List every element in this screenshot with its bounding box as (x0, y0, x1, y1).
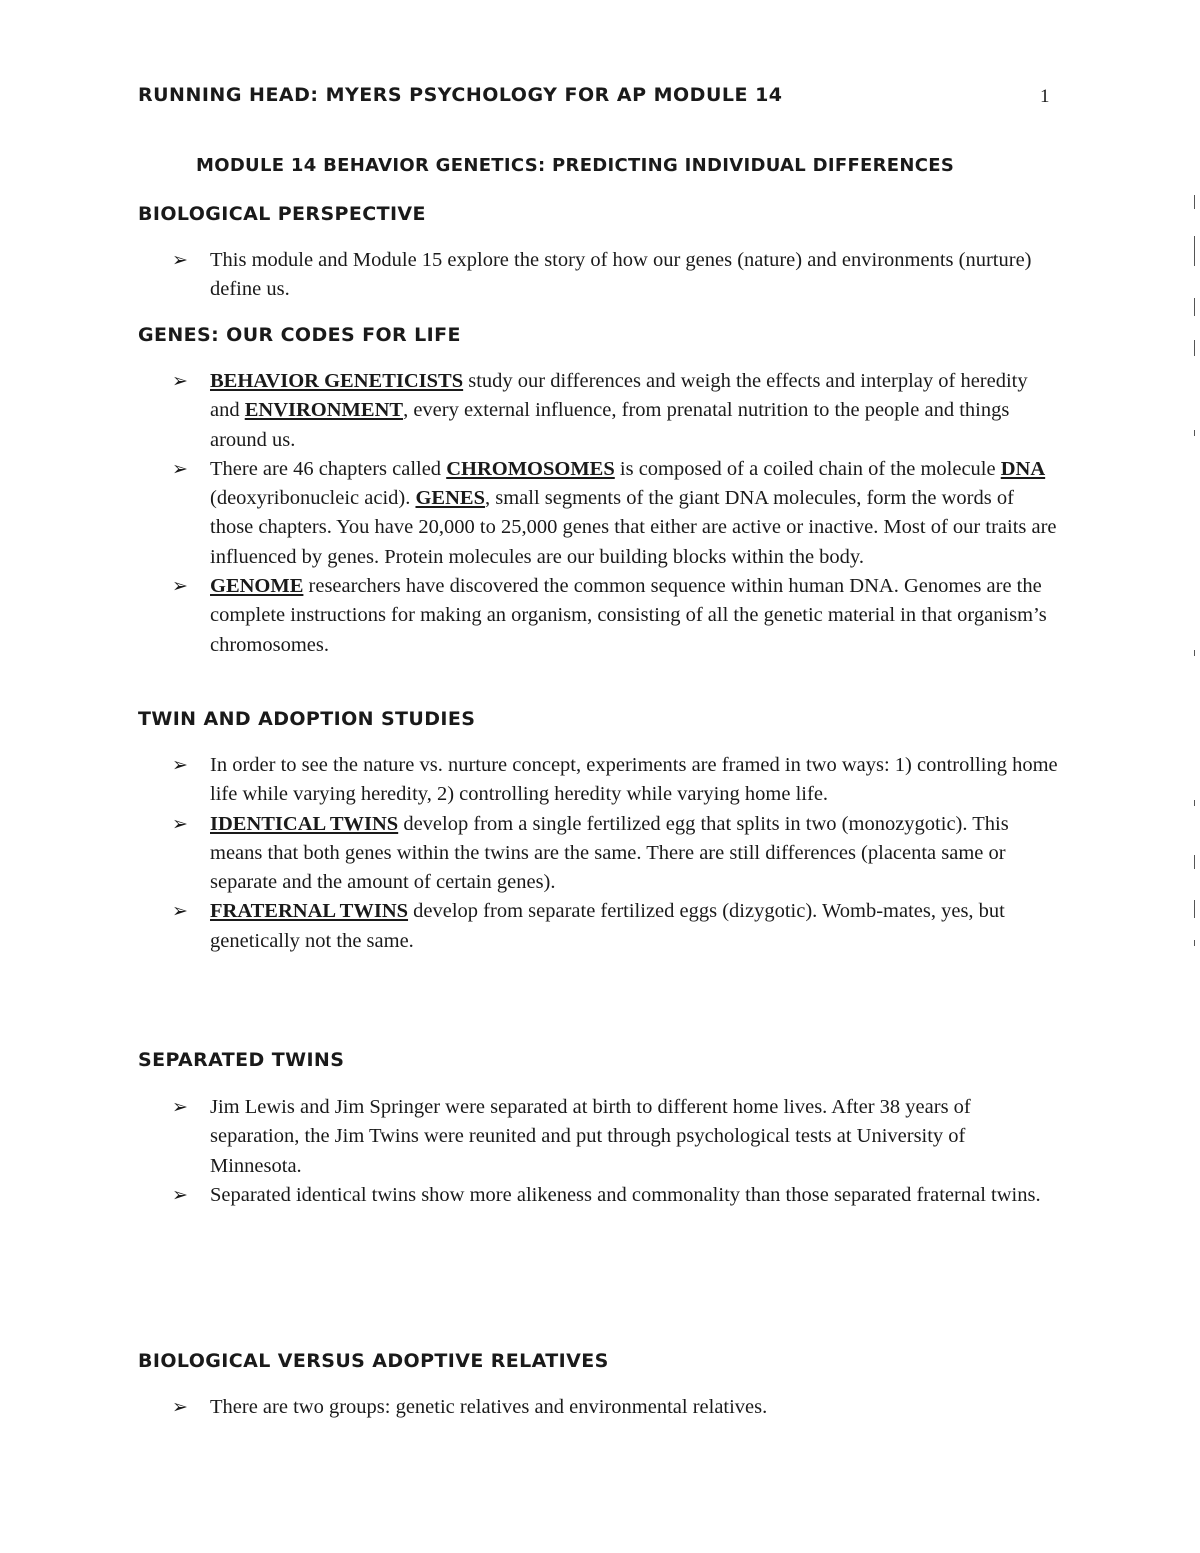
item-text: , small segments of the giant DNA molecules, form the words of those chapters. You have 20,000 to 25,000 genes that either are active or inactive. Most of our traits are influenced by genes. Protein molecules are our building blocks within the body. (210, 487, 1057, 568)
item-text: develop from separate fertilized eggs (dizygotic). Womb-mates, yes, but genetically not the same. (210, 900, 1005, 952)
item-text: This module and Module 15 explore the story of how our genes (nature) and environments (nurture) define us. (210, 249, 1032, 301)
section-heading-biological-perspective: BIOLOGICAL PERSPECTIVE (138, 203, 426, 225)
bullet-list-biological-perspective (172, 246, 1062, 305)
list-item (172, 1393, 1062, 1422)
list-item (172, 1093, 1062, 1181)
item-text: study our differences and weigh the effects and interplay of heredity and (210, 370, 1028, 422)
scan-mark (1194, 195, 1195, 209)
list-item (172, 897, 1062, 956)
arrow-bullet-icon: ➢ (172, 249, 188, 271)
running-head: RUNNING HEAD: MYERS PSYCHOLOGY FOR AP MODULE 14 (138, 84, 783, 106)
list-item (172, 751, 1062, 810)
list-item (172, 1181, 1062, 1210)
item-text: is composed of a coiled chain of the molecule (614, 457, 1001, 480)
section-heading-twin-adoption-studies: TWIN AND ADOPTION STUDIES (138, 708, 476, 730)
document-title: MODULE 14 BEHAVIOR GENETICS: PREDICTING INDIVIDUAL DIFFERENCES (196, 155, 955, 176)
section-heading-biological-vs-adoptive: BIOLOGICAL VERSUS ADOPTIVE RELATIVES (138, 1350, 609, 1372)
scan-mark (1194, 940, 1195, 946)
key-term: ENVIRONMENT (244, 399, 404, 422)
list-item (172, 246, 1062, 305)
key-term: FRATERNAL TWINS (210, 900, 409, 923)
section-heading-separated-twins: SEPARATED TWINS (138, 1049, 345, 1071)
key-term: DNA (1000, 457, 1046, 480)
bullet-list-biological-vs-adoptive (172, 1393, 1062, 1422)
scan-mark (1194, 236, 1195, 266)
scan-mark (1194, 855, 1195, 869)
key-term: GENOME (210, 575, 304, 598)
list-item (172, 455, 1062, 572)
arrow-bullet-icon: ➢ (172, 1096, 188, 1118)
key-term: BEHAVIOR GENETICISTS (210, 370, 464, 392)
arrow-bullet-icon: ➢ (172, 575, 188, 598)
item-text: Separated identical twins show more alikeness and commonality than those separated fraternal twins. (210, 1183, 1041, 1206)
key-term: IDENTICAL TWINS (210, 812, 399, 835)
list-item (172, 810, 1062, 898)
item-text: develop from a single fertilized egg that splits in two (monozygotic). This means that both genes within the twins are the same. There are still differences (placenta same or separate and the amount of certain genes). (210, 812, 1009, 894)
arrow-bullet-icon: ➢ (172, 457, 188, 480)
key-term: CHROMOSOMES (446, 457, 615, 480)
arrow-bullet-icon: ➢ (172, 900, 188, 923)
key-term: GENES (415, 487, 485, 510)
arrow-bullet-icon: ➢ (172, 370, 188, 392)
list-item (172, 367, 1062, 455)
arrow-bullet-icon: ➢ (172, 812, 188, 835)
scan-mark (1194, 298, 1195, 316)
scan-mark (1194, 650, 1195, 656)
section-heading-genes: GENES: OUR CODES FOR LIFE (138, 324, 461, 346)
scan-mark (1194, 430, 1195, 436)
bullet-list-separated-twins (172, 1093, 1062, 1210)
arrow-bullet-icon: ➢ (172, 1396, 188, 1418)
scan-mark (1194, 800, 1195, 806)
bullet-list-genes (172, 367, 1062, 660)
item-text: In order to see the nature vs. nurture concept, experiments are framed in two ways: 1) controlling home life while varying heredity, 2) controlling heredity while varying home life. (210, 754, 1058, 806)
page-number: 1 (1040, 86, 1050, 107)
item-text: There are 46 chapters called (210, 457, 447, 480)
item-text: Jim Lewis and Jim Springer were separated at birth to different home lives. After 38 years of separation, the Jim Twins were reunited and put through psychological tests at University of Minnesota. (210, 1096, 971, 1177)
item-text: (deoxyribonucleic acid). (210, 487, 416, 510)
arrow-bullet-icon: ➢ (172, 1183, 188, 1206)
scan-mark (1194, 900, 1195, 918)
scan-mark (1194, 340, 1195, 356)
bullet-list-twin-adoption-studies (172, 751, 1062, 956)
item-text: researchers have discovered the common sequence within human DNA. Genomes are the complete instructions for making an organism, consisting of all the genetic material in that organism’s chromosomes. (210, 575, 1047, 656)
arrow-bullet-icon: ➢ (172, 754, 188, 776)
list-item (172, 572, 1062, 660)
item-text: , every external influence, from prenatal nutrition to the people and things around us. (210, 399, 1010, 451)
item-text: There are two groups: genetic relatives and environmental relatives. (210, 1396, 768, 1418)
